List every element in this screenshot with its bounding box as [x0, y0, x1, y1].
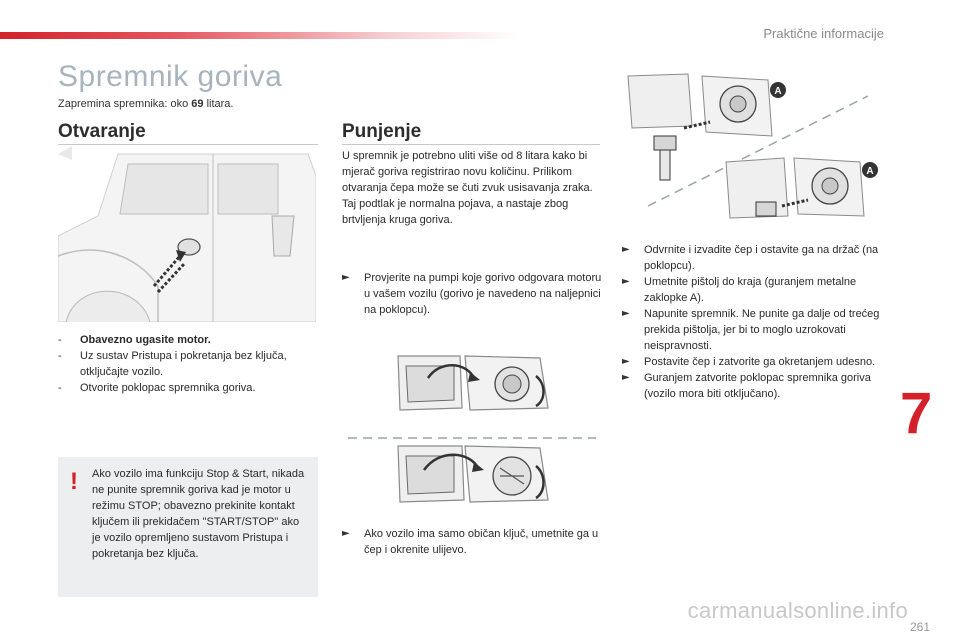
filling-heading: Punjenje [342, 121, 422, 142]
warning-text: Ako vozilo ima funkciju Stop & Start, nikada ne punite spremnik goriva kad je motor u režimu STOP; obavezno prekinite kontakt ključem ili prekidačem "START/STOP" ako je vozilo opremljeno sustavom Pristupa i pokretanja bez ključa. [92, 468, 305, 560]
cap-removal-illustration [340, 348, 602, 518]
capacity-value: 69 [191, 98, 204, 110]
capacity-suffix: litara. [203, 98, 234, 110]
bullet-arrow-icon: ► [622, 308, 630, 319]
watermark: carmanualsonline.info [687, 598, 908, 623]
page-title: Spremnik goriva [58, 60, 283, 93]
step-dash: - [58, 350, 62, 362]
bullet-text: Napunite spremnik. Ne punite ga dalje od trećeg prekida pištolja, jer bi to moglo uzrokovati neispravnosti. [644, 308, 880, 352]
page-number: 261 [909, 620, 930, 634]
tank-capacity [58, 98, 234, 110]
filling-intro: U spremnik je potrebno uliti više od 8 litara kako bi mjerač goriva registrirao novu količinu. Prilikom otvaranja čepa može se čuti zvuk usisavanja zraka. Taj podtlak je normalna pojava, a nastaje zbog brtvljenja kruga goriva. [342, 150, 593, 226]
opening-divider [58, 144, 318, 145]
opening-step-3 [58, 380, 320, 396]
filler-neck-illustration [618, 66, 890, 222]
refuel-step-5 [622, 370, 888, 402]
bullet-text: Umetnite pištolj do kraja (guranjem metalne zaklopke A). [644, 276, 857, 304]
step-text: Otvorite poklopac spremnika goriva. [80, 382, 256, 394]
bullet-text: Odvrnite i izvadite čep i ostavite ga na držač (na poklopcu). [644, 244, 879, 272]
opening-step-2 [58, 348, 320, 380]
bullet-arrow-icon: ► [622, 244, 630, 255]
refuel-step-4 [622, 354, 888, 370]
step-dash: - [58, 334, 62, 346]
van-rear-illustration [58, 146, 316, 322]
opening-step-1 [58, 332, 320, 348]
step-text: Obavezno ugasite motor. [80, 334, 211, 346]
bullet-text: Provjerite na pumpi koje gorivo odgovara motoru u vašem vozilu (gorivo je navedeno na naljepnici na poklopcu). [364, 272, 602, 316]
bullet-text: Guranjem zatvorite poklopac spremnika goriva (vozilo mora biti otključano). [644, 372, 871, 400]
bullet-arrow-icon: ► [622, 372, 630, 383]
bullet-text: Ako vozilo ima samo običan ključ, umetnite ga u čep i okrenite ulijevo. [364, 528, 599, 556]
top-accent-bar [0, 32, 520, 39]
refuel-steps [622, 242, 888, 402]
opening-heading: Otvaranje [58, 121, 146, 142]
capacity-prefix: Zapremina spremnika: oko [58, 98, 192, 110]
plain-key-instruction [342, 526, 602, 558]
bullet-arrow-icon: ► [622, 356, 630, 367]
bullet-text: Postavite čep i zatvorite ga okretanjem udesno. [644, 356, 876, 368]
fuel-type-check [342, 270, 602, 318]
bullet-arrow-icon: ► [342, 272, 350, 283]
exclamation-icon: ! [70, 468, 78, 495]
filling-divider [342, 144, 600, 145]
opening-steps [58, 332, 320, 396]
bullet-arrow-icon: ► [622, 276, 630, 287]
bullet-arrow-icon: ► [342, 528, 350, 539]
step-text: Uz sustav Pristupa i pokretanja bez ključa, otključajte vozilo. [80, 350, 287, 378]
refuel-step-2 [622, 274, 888, 306]
refuel-step-3 [622, 306, 888, 354]
label-a-bottom: A [866, 166, 874, 177]
section-header: Praktične informacije [763, 26, 884, 41]
step-dash: - [58, 382, 62, 394]
label-a-top: A [774, 86, 782, 97]
chapter-number: 7 [900, 381, 933, 446]
refuel-step-1 [622, 242, 888, 274]
